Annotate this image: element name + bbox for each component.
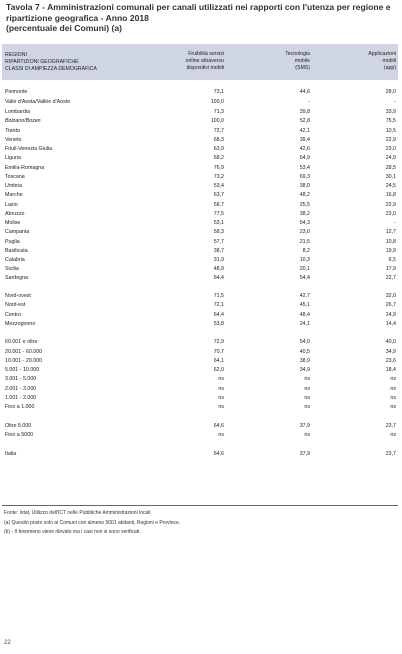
row-label: Sardegna xyxy=(5,275,28,281)
row-label: Umbria xyxy=(5,183,23,189)
cell-online-services: 68,2 xyxy=(213,155,224,161)
table-row xyxy=(2,137,398,144)
row-label: Molise xyxy=(5,220,21,226)
table-row xyxy=(2,146,398,153)
cell-sms: 42,1 xyxy=(299,128,310,134)
row-label: 5.001 - 10.000 xyxy=(5,367,40,373)
table-row xyxy=(2,192,398,199)
row-label: Puglia xyxy=(5,239,20,245)
row-label: Basilicata xyxy=(5,248,28,254)
row-label: Nord-est xyxy=(5,302,26,308)
table-row xyxy=(2,99,398,106)
row-label: Italia xyxy=(5,451,17,457)
cell-sms: 44,6 xyxy=(299,89,310,95)
table-row xyxy=(2,239,398,246)
cell-sms: 20,1 xyxy=(299,266,310,272)
cell-sms: ns xyxy=(304,404,310,410)
row-label: Mezzogiorno xyxy=(5,321,36,327)
table-bottom-rule xyxy=(2,505,398,506)
cell-apps: 18,4 xyxy=(385,367,396,373)
table-row xyxy=(2,358,398,365)
cell-sms: 52,8 xyxy=(299,118,310,124)
cell-online-services: ns xyxy=(218,404,224,410)
cell-online-services: 100,0 xyxy=(210,118,224,124)
table-row xyxy=(2,275,398,282)
cell-online-services: 53,8 xyxy=(213,321,224,327)
row-label: 3.001 - 5.000 xyxy=(5,376,37,382)
table-row xyxy=(2,109,398,116)
cell-online-services: 38,7 xyxy=(213,248,224,254)
row-label: Emilia-Romagna xyxy=(5,165,45,171)
cell-apps: 17,9 xyxy=(385,266,396,272)
cell-sms: 21,5 xyxy=(299,239,310,245)
table-row xyxy=(2,293,398,300)
cell-apps: ns xyxy=(390,376,396,382)
cell-apps: 14,4 xyxy=(385,321,396,327)
table-row xyxy=(2,349,398,356)
cell-online-services: 64,6 xyxy=(213,423,224,429)
row-label: Lazio xyxy=(5,202,18,208)
row-label: Veneto xyxy=(5,137,22,143)
row-label: Toscana xyxy=(5,174,25,180)
cell-online-services: ns xyxy=(218,432,224,438)
cell-apps: 24,9 xyxy=(385,155,396,161)
cell-apps: 22,9 xyxy=(385,202,396,208)
cell-online-services: 48,9 xyxy=(213,266,224,272)
table-notes xyxy=(4,509,398,538)
row-label: Friuli-Venezia Giulia xyxy=(5,146,53,152)
cell-sms: 54,4 xyxy=(299,275,310,281)
table-row xyxy=(2,128,398,135)
cell-apps: 19,9 xyxy=(385,248,396,254)
cell-sms: 53,4 xyxy=(299,165,310,171)
cell-sms: 42,6 xyxy=(299,146,310,152)
footnote-b: (b) - Il fenomeno viene rilevato ma i casi non si sono verificati. xyxy=(4,529,141,535)
cell-online-services: 76,9 xyxy=(213,165,224,171)
table-header xyxy=(2,44,398,80)
cell-sms: 37,9 xyxy=(299,423,310,429)
cell-apps: 30,1 xyxy=(385,174,396,180)
cell-sms: ns xyxy=(304,386,310,392)
cell-apps: 10,5 xyxy=(385,128,396,134)
cell-apps: ns xyxy=(390,395,396,401)
cell-online-services: 63,7 xyxy=(213,192,224,198)
cell-sms: 39,8 xyxy=(299,109,310,115)
row-label: Marche xyxy=(5,192,23,198)
table-row xyxy=(2,386,398,393)
cell-online-services: 71,5 xyxy=(213,293,224,299)
table-row xyxy=(2,404,398,411)
table-row xyxy=(2,302,398,309)
cell-apps: 23,7 xyxy=(385,451,396,457)
cell-apps: 24,5 xyxy=(385,183,396,189)
cell-apps: 26,7 xyxy=(385,302,396,308)
table-row xyxy=(2,321,398,328)
cell-apps: 10,8 xyxy=(385,239,396,245)
cell-online-services: 72,1 xyxy=(213,302,224,308)
header-col-apps: Applicazioni mobili (app) xyxy=(368,51,396,71)
cell-apps: 12,7 xyxy=(385,229,396,235)
cell-online-services: 71,3 xyxy=(213,109,224,115)
row-label: 20.001 - 60.000 xyxy=(5,349,43,355)
cell-apps: 32,0 xyxy=(385,293,396,299)
cell-online-services: ns xyxy=(218,376,224,382)
table-row xyxy=(2,257,398,264)
footnote-a: (a) Quesito posto solo ai Comuni con almeno 5001 abitanti, Regioni e Province. xyxy=(4,519,181,526)
cell-online-services: 53,1 xyxy=(213,220,224,226)
cell-sms: 48,4 xyxy=(299,312,310,318)
cell-apps: ns xyxy=(390,386,396,392)
table-title xyxy=(6,2,400,34)
cell-online-services: 72,9 xyxy=(213,339,224,345)
cell-sms: 23,0 xyxy=(299,229,310,235)
cell-online-services: 62,0 xyxy=(213,367,224,373)
table-row xyxy=(2,89,398,96)
cell-online-services: ns xyxy=(218,395,224,401)
table-row xyxy=(2,248,398,255)
cell-online-services: 31,9 xyxy=(213,257,224,263)
title-line-2: ripartizione geografica - Anno 2018 xyxy=(6,12,149,23)
table-row xyxy=(2,376,398,383)
row-label: Trento xyxy=(5,128,20,134)
cell-online-services: 73,2 xyxy=(213,174,224,180)
table-row xyxy=(2,202,398,209)
header-col-sms: Tecnologia mobile (SMS) xyxy=(285,51,310,71)
cell-online-services: 64,4 xyxy=(213,275,224,281)
row-label: 10.001 - 20.000 xyxy=(5,358,43,364)
cell-sms: 45,1 xyxy=(299,302,310,308)
table-row xyxy=(2,118,398,125)
cell-apps: 40,0 xyxy=(385,339,396,345)
cell-online-services: 64,4 xyxy=(213,312,224,318)
cell-sms: 54,0 xyxy=(299,339,310,345)
row-label: Fino a 1.000 xyxy=(5,404,35,410)
cell-online-services: 70,7 xyxy=(213,349,224,355)
cell-apps: 34,9 xyxy=(385,349,396,355)
cell-apps: 23,6 xyxy=(385,358,396,364)
cell-sms: 38,9 xyxy=(299,358,310,364)
cell-apps: 75,5 xyxy=(385,118,396,124)
cell-apps: 23,0 xyxy=(385,211,396,217)
row-label: Abruzzo xyxy=(5,211,25,217)
row-label: Calabria xyxy=(5,257,25,263)
row-label: Lombardia xyxy=(5,109,31,115)
table-row xyxy=(2,339,398,346)
cell-online-services: 100,0 xyxy=(210,99,224,105)
cell-apps: ns xyxy=(390,404,396,410)
cell-apps: 28,0 xyxy=(385,89,396,95)
header-col-online-services: Fruibilità servizi online attraverso dispositivi mobili xyxy=(185,51,224,71)
row-label: 2.001 - 3.000 xyxy=(5,386,37,392)
cell-sms: 40,5 xyxy=(299,349,310,355)
cell-sms: 64,9 xyxy=(299,155,310,161)
source-note: Fonte: Istat, Utilizzo dell'ICT nelle Pubbliche Amministrazioni locali xyxy=(4,510,151,516)
table-row xyxy=(2,266,398,273)
table-row xyxy=(2,451,398,458)
cell-online-services: 73,7 xyxy=(213,128,224,134)
cell-sms: 48,2 xyxy=(299,192,310,198)
cell-sms: 34,9 xyxy=(299,367,310,373)
table-row xyxy=(2,423,398,430)
cell-online-services: 64,6 xyxy=(213,451,224,457)
row-label: Piemonte xyxy=(5,89,28,95)
cell-sms: 10,3 xyxy=(299,257,310,263)
cell-apps: - xyxy=(394,220,396,226)
row-label: Fino a 5000 xyxy=(5,432,33,438)
cell-sms: 38,0 xyxy=(299,183,310,189)
row-label: Liguria xyxy=(5,155,21,161)
title-line-1: Tavola 7 - Amministrazioni comunali per canali utilizzati nei rapporti con l'utenza per regione e xyxy=(6,2,391,12)
cell-sms: 8,2 xyxy=(302,248,310,254)
cell-sms: - xyxy=(308,99,310,105)
header-col-territory: REGIONI RIPARTIZIONI GEOGRAFICHE CLASSI DI AMPIEZZA DEMOGRAFICA xyxy=(5,52,97,72)
row-label: Nord-ovest xyxy=(5,293,31,299)
table-row xyxy=(2,211,398,218)
row-label: Bolzano/Bozen xyxy=(5,118,41,124)
table-row xyxy=(2,165,398,172)
cell-sms: 38,2 xyxy=(299,211,310,217)
table-row xyxy=(2,183,398,190)
cell-sms: 69,3 xyxy=(299,174,310,180)
table-row xyxy=(2,229,398,236)
row-label: 60.001 e oltre xyxy=(5,339,38,345)
cell-online-services: 57,7 xyxy=(213,239,224,245)
cell-online-services: 63,9 xyxy=(213,146,224,152)
row-label: Oltre 5.000 xyxy=(5,423,32,429)
cell-online-services: 58,3 xyxy=(213,229,224,235)
cell-apps: 6,5 xyxy=(388,257,396,263)
cell-sms: 37,9 xyxy=(299,451,310,457)
table-row xyxy=(2,395,398,402)
cell-sms: 39,4 xyxy=(299,137,310,143)
cell-online-services: 58,7 xyxy=(213,202,224,208)
cell-apps: 23,7 xyxy=(385,423,396,429)
cell-apps: ns xyxy=(390,432,396,438)
page-number: 22 xyxy=(4,640,11,646)
row-label: Centro xyxy=(5,312,21,318)
cell-online-services: 53,4 xyxy=(213,183,224,189)
cell-apps: 24,9 xyxy=(385,312,396,318)
cell-apps: - xyxy=(394,99,396,105)
table-row xyxy=(2,432,398,439)
cell-apps: 16,8 xyxy=(385,192,396,198)
cell-sms: 42,7 xyxy=(299,293,310,299)
data-table xyxy=(2,44,398,457)
cell-apps: 23,0 xyxy=(385,146,396,152)
cell-sms: 24,1 xyxy=(299,321,310,327)
cell-sms: ns xyxy=(304,376,310,382)
cell-apps: 22,7 xyxy=(385,275,396,281)
cell-sms: ns xyxy=(304,395,310,401)
row-label: Valle d'Aosta/Vallée d'Aoste xyxy=(5,99,71,105)
table-row xyxy=(2,367,398,374)
table-row xyxy=(2,174,398,181)
table-row xyxy=(2,155,398,162)
cell-apps: 28,5 xyxy=(385,165,396,171)
cell-sms: 25,5 xyxy=(299,202,310,208)
cell-online-services: 64,1 xyxy=(213,358,224,364)
cell-sms: 54,3 xyxy=(299,220,310,226)
row-label: Sicilia xyxy=(5,266,19,272)
cell-online-services: 68,3 xyxy=(213,137,224,143)
cell-online-services: 77,5 xyxy=(213,211,224,217)
cell-online-services: ns xyxy=(218,386,224,392)
table-row xyxy=(2,312,398,319)
cell-apps: 22,9 xyxy=(385,137,396,143)
row-label: 1.001 - 2.000 xyxy=(5,395,37,401)
row-label: Campania xyxy=(5,229,30,235)
title-line-3: (percentuale dei Comuni) (a) xyxy=(6,23,123,33)
cell-apps: 33,9 xyxy=(385,109,396,115)
cell-online-services: 73,1 xyxy=(213,89,224,95)
table-row xyxy=(2,220,398,227)
cell-sms: ns xyxy=(304,432,310,438)
